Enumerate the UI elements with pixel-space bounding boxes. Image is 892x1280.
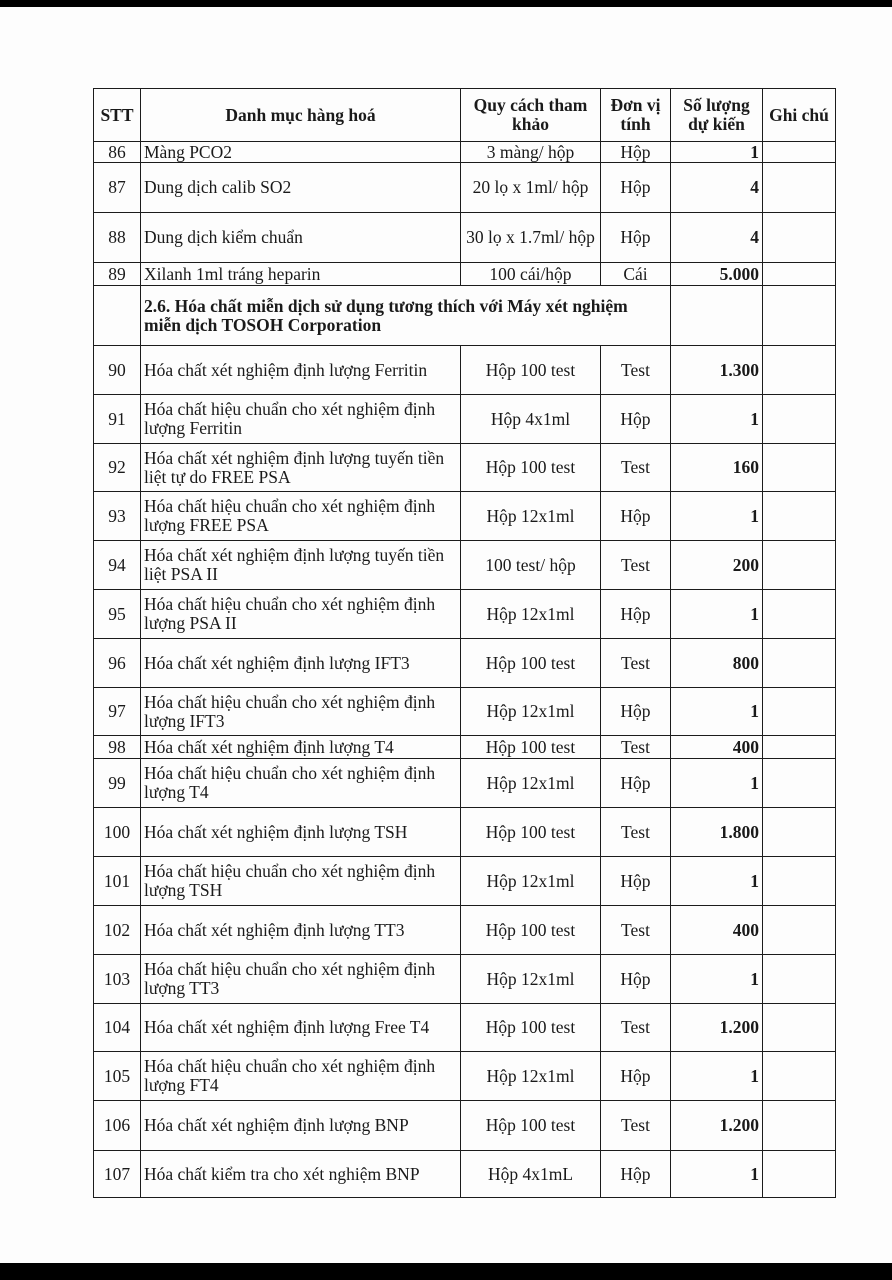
- cell-stt: 97: [94, 688, 141, 736]
- cell-item-name: Hóa chất hiệu chuẩn cho xét nghiệm định lượng TSH: [141, 857, 461, 906]
- cell-quantity: 1: [671, 492, 763, 541]
- table-row: [94, 590, 836, 639]
- cell-quantity: 1: [671, 1151, 763, 1198]
- cell-note: [763, 688, 836, 736]
- cell-note: [763, 142, 836, 163]
- cell-unit: Hộp: [601, 688, 671, 736]
- cell-quantity: 160: [671, 444, 763, 492]
- cell-item-name: Hóa chất xét nghiệm định lượng BNP: [141, 1101, 461, 1151]
- cell-unit: Hộp: [601, 142, 671, 163]
- cell-note: [763, 213, 836, 263]
- cell-spec: Hộp 100 test: [461, 1101, 601, 1151]
- cell-stt: 94: [94, 541, 141, 590]
- cell-quantity: 1: [671, 1052, 763, 1101]
- cell-item-name: Hóa chất hiệu chuẩn cho xét nghiệm định lượng TT3: [141, 955, 461, 1004]
- cell-item-name: Hóa chất xét nghiệm định lượng Ferritin: [141, 346, 461, 395]
- cell-note: [763, 590, 836, 639]
- cell-unit: Test: [601, 736, 671, 759]
- cell-item-name: Hóa chất xét nghiệm định lượng TSH: [141, 808, 461, 857]
- cell-stt: 91: [94, 395, 141, 444]
- cell-stt: 86: [94, 142, 141, 163]
- cell-unit: Hộp: [601, 1052, 671, 1101]
- table-row: [94, 955, 836, 1004]
- cell-spec: Hộp 100 test: [461, 736, 601, 759]
- table-row: [94, 541, 836, 590]
- cell-unit: Test: [601, 346, 671, 395]
- cell-quantity: 1.800: [671, 808, 763, 857]
- cell-spec: 3 màng/ hộp: [461, 142, 601, 163]
- cell-item-name: Hóa chất hiệu chuẩn cho xét nghiệm định lượng T4: [141, 759, 461, 808]
- top-black-border: [0, 0, 892, 7]
- cell-unit: Test: [601, 639, 671, 688]
- cell-stt: 89: [94, 263, 141, 286]
- table-row: [94, 688, 836, 736]
- table-header-row: [94, 89, 836, 142]
- cell-quantity: 1: [671, 955, 763, 1004]
- table-row: [94, 759, 836, 808]
- cell-quantity: 1.300: [671, 346, 763, 395]
- header-stt: STT: [94, 89, 141, 142]
- cell-quantity: 1: [671, 590, 763, 639]
- cell-note: [763, 541, 836, 590]
- header-item-name: Danh mục hàng hoá: [141, 89, 461, 142]
- cell-quantity: 1: [671, 857, 763, 906]
- cell-spec: Hộp 12x1ml: [461, 590, 601, 639]
- cell-unit: Test: [601, 808, 671, 857]
- table-row: [94, 142, 836, 163]
- cell-item-name: Hóa chất xét nghiệm định lượng T4: [141, 736, 461, 759]
- section-stt-empty: [94, 286, 141, 346]
- header-spec: Quy cách tham khảo: [461, 89, 601, 142]
- cell-note: [763, 759, 836, 808]
- table-row: [94, 395, 836, 444]
- cell-note: [763, 263, 836, 286]
- cell-item-name: Hóa chất kiểm tra cho xét nghiệm BNP: [141, 1151, 461, 1198]
- cell-note: [763, 1004, 836, 1052]
- cell-unit: Test: [601, 1101, 671, 1151]
- cell-item-name: Dung dịch calib SO2: [141, 163, 461, 213]
- cell-note: [763, 955, 836, 1004]
- table-row: [94, 346, 836, 395]
- cell-quantity: 800: [671, 639, 763, 688]
- header-unit: Đơn vị tính: [601, 89, 671, 142]
- table-row: [94, 1101, 836, 1151]
- header-quantity: Số lượng dự kiến: [671, 89, 763, 142]
- table-row: [94, 1052, 836, 1101]
- cell-stt: 98: [94, 736, 141, 759]
- cell-note: [763, 1101, 836, 1151]
- cell-unit: Test: [601, 444, 671, 492]
- cell-item-name: Hóa chất xét nghiệm định lượng TT3: [141, 906, 461, 955]
- cell-item-name: Hóa chất hiệu chuẩn cho xét nghiệm định lượng Ferritin: [141, 395, 461, 444]
- table-row: [94, 906, 836, 955]
- section-block: [94, 286, 836, 346]
- cell-note: [763, 808, 836, 857]
- cell-spec: 30 lọ x 1.7ml/ hộp: [461, 213, 601, 263]
- table-row: [94, 857, 836, 906]
- cell-unit: Cái: [601, 263, 671, 286]
- cell-quantity: 4: [671, 213, 763, 263]
- cell-unit: Hộp: [601, 955, 671, 1004]
- cell-quantity: 200: [671, 541, 763, 590]
- section-row: [94, 286, 836, 346]
- cell-stt: 103: [94, 955, 141, 1004]
- cell-note: [763, 1151, 836, 1198]
- table-row: [94, 213, 836, 263]
- cell-stt: 88: [94, 213, 141, 263]
- cell-stt: 104: [94, 1004, 141, 1052]
- cell-quantity: 1.200: [671, 1101, 763, 1151]
- cell-spec: Hộp 4x1mL: [461, 1151, 601, 1198]
- cell-stt: 102: [94, 906, 141, 955]
- table-row: [94, 1151, 836, 1198]
- header-note: Ghi chú: [763, 89, 836, 142]
- cell-spec: Hộp 100 test: [461, 906, 601, 955]
- table-row: [94, 263, 836, 286]
- cell-note: [763, 906, 836, 955]
- table-row: [94, 736, 836, 759]
- cell-spec: Hộp 100 test: [461, 1004, 601, 1052]
- cell-unit: Hộp: [601, 213, 671, 263]
- cell-note: [763, 492, 836, 541]
- cell-spec: Hộp 100 test: [461, 808, 601, 857]
- cell-item-name: Dung dịch kiểm chuẩn: [141, 213, 461, 263]
- section-title: 2.6. Hóa chất miễn dịch sử dụng tương thích với Máy xét nghiệm miễn dịch TOSOH Corporation: [141, 286, 671, 346]
- section-qty-empty: [671, 286, 763, 346]
- cell-stt: 100: [94, 808, 141, 857]
- cell-note: [763, 444, 836, 492]
- cell-unit: Hộp: [601, 759, 671, 808]
- cell-item-name: Hóa chất xét nghiệm định lượng IFT3: [141, 639, 461, 688]
- cell-spec: Hộp 12x1ml: [461, 759, 601, 808]
- cell-unit: Hộp: [601, 1151, 671, 1198]
- cell-spec: 100 test/ hộp: [461, 541, 601, 590]
- cell-note: [763, 639, 836, 688]
- cell-unit: Hộp: [601, 395, 671, 444]
- cell-stt: 90: [94, 346, 141, 395]
- cell-stt: 96: [94, 639, 141, 688]
- table-row: [94, 1004, 836, 1052]
- cell-item-name: Hóa chất hiệu chuẩn cho xét nghiệm định lượng IFT3: [141, 688, 461, 736]
- cell-unit: Test: [601, 906, 671, 955]
- bottom-black-border: [0, 1263, 892, 1280]
- cell-spec: 20 lọ x 1ml/ hộp: [461, 163, 601, 213]
- cell-spec: Hộp 100 test: [461, 346, 601, 395]
- cell-item-name: Hóa chất hiệu chuẩn cho xét nghiệm định lượng FREE PSA: [141, 492, 461, 541]
- cell-note: [763, 395, 836, 444]
- cell-spec: Hộp 100 test: [461, 639, 601, 688]
- section-note-empty: [763, 286, 836, 346]
- cell-stt: 107: [94, 1151, 141, 1198]
- cell-item-name: Hóa chất hiệu chuẩn cho xét nghiệm định lượng FT4: [141, 1052, 461, 1101]
- cell-unit: Test: [601, 541, 671, 590]
- cell-spec: Hộp 12x1ml: [461, 1052, 601, 1101]
- table-row: [94, 163, 836, 213]
- cell-spec: Hộp 12x1ml: [461, 688, 601, 736]
- cell-quantity: 1: [671, 395, 763, 444]
- cell-unit: Hộp: [601, 163, 671, 213]
- cell-stt: 93: [94, 492, 141, 541]
- cell-note: [763, 857, 836, 906]
- cell-stt: 95: [94, 590, 141, 639]
- goods-table: [93, 88, 836, 1198]
- rows-after-section: [94, 346, 836, 1198]
- cell-note: [763, 346, 836, 395]
- cell-spec: Hộp 4x1ml: [461, 395, 601, 444]
- cell-spec: 100 cái/hộp: [461, 263, 601, 286]
- cell-quantity: 400: [671, 736, 763, 759]
- cell-quantity: 1: [671, 142, 763, 163]
- cell-item-name: Hóa chất xét nghiệm định lượng tuyến tiền liệt PSA II: [141, 541, 461, 590]
- cell-item-name: Hóa chất hiệu chuẩn cho xét nghiệm định lượng PSA II: [141, 590, 461, 639]
- cell-spec: Hộp 12x1ml: [461, 955, 601, 1004]
- cell-quantity: 5.000: [671, 263, 763, 286]
- cell-item-name: Màng PCO2: [141, 142, 461, 163]
- table-row: [94, 492, 836, 541]
- cell-stt: 92: [94, 444, 141, 492]
- cell-note: [763, 1052, 836, 1101]
- cell-spec: Hộp 12x1ml: [461, 492, 601, 541]
- cell-unit: Hộp: [601, 857, 671, 906]
- cell-stt: 105: [94, 1052, 141, 1101]
- table-row: [94, 808, 836, 857]
- cell-stt: 87: [94, 163, 141, 213]
- cell-spec: Hộp 12x1ml: [461, 857, 601, 906]
- cell-unit: Test: [601, 1004, 671, 1052]
- cell-stt: 101: [94, 857, 141, 906]
- cell-item-name: Hóa chất xét nghiệm định lượng tuyến tiền liệt tự do FREE PSA: [141, 444, 461, 492]
- cell-item-name: Hóa chất xét nghiệm định lượng Free T4: [141, 1004, 461, 1052]
- cell-quantity: 1: [671, 688, 763, 736]
- table-row: [94, 444, 836, 492]
- cell-spec: Hộp 100 test: [461, 444, 601, 492]
- cell-unit: Hộp: [601, 590, 671, 639]
- table-row: [94, 639, 836, 688]
- cell-unit: Hộp: [601, 492, 671, 541]
- cell-quantity: 4: [671, 163, 763, 213]
- cell-stt: 106: [94, 1101, 141, 1151]
- cell-quantity: 1: [671, 759, 763, 808]
- cell-quantity: 1.200: [671, 1004, 763, 1052]
- rows-before-section: [94, 142, 836, 286]
- cell-note: [763, 163, 836, 213]
- cell-quantity: 400: [671, 906, 763, 955]
- cell-note: [763, 736, 836, 759]
- cell-stt: 99: [94, 759, 141, 808]
- cell-item-name: Xilanh 1ml tráng heparin: [141, 263, 461, 286]
